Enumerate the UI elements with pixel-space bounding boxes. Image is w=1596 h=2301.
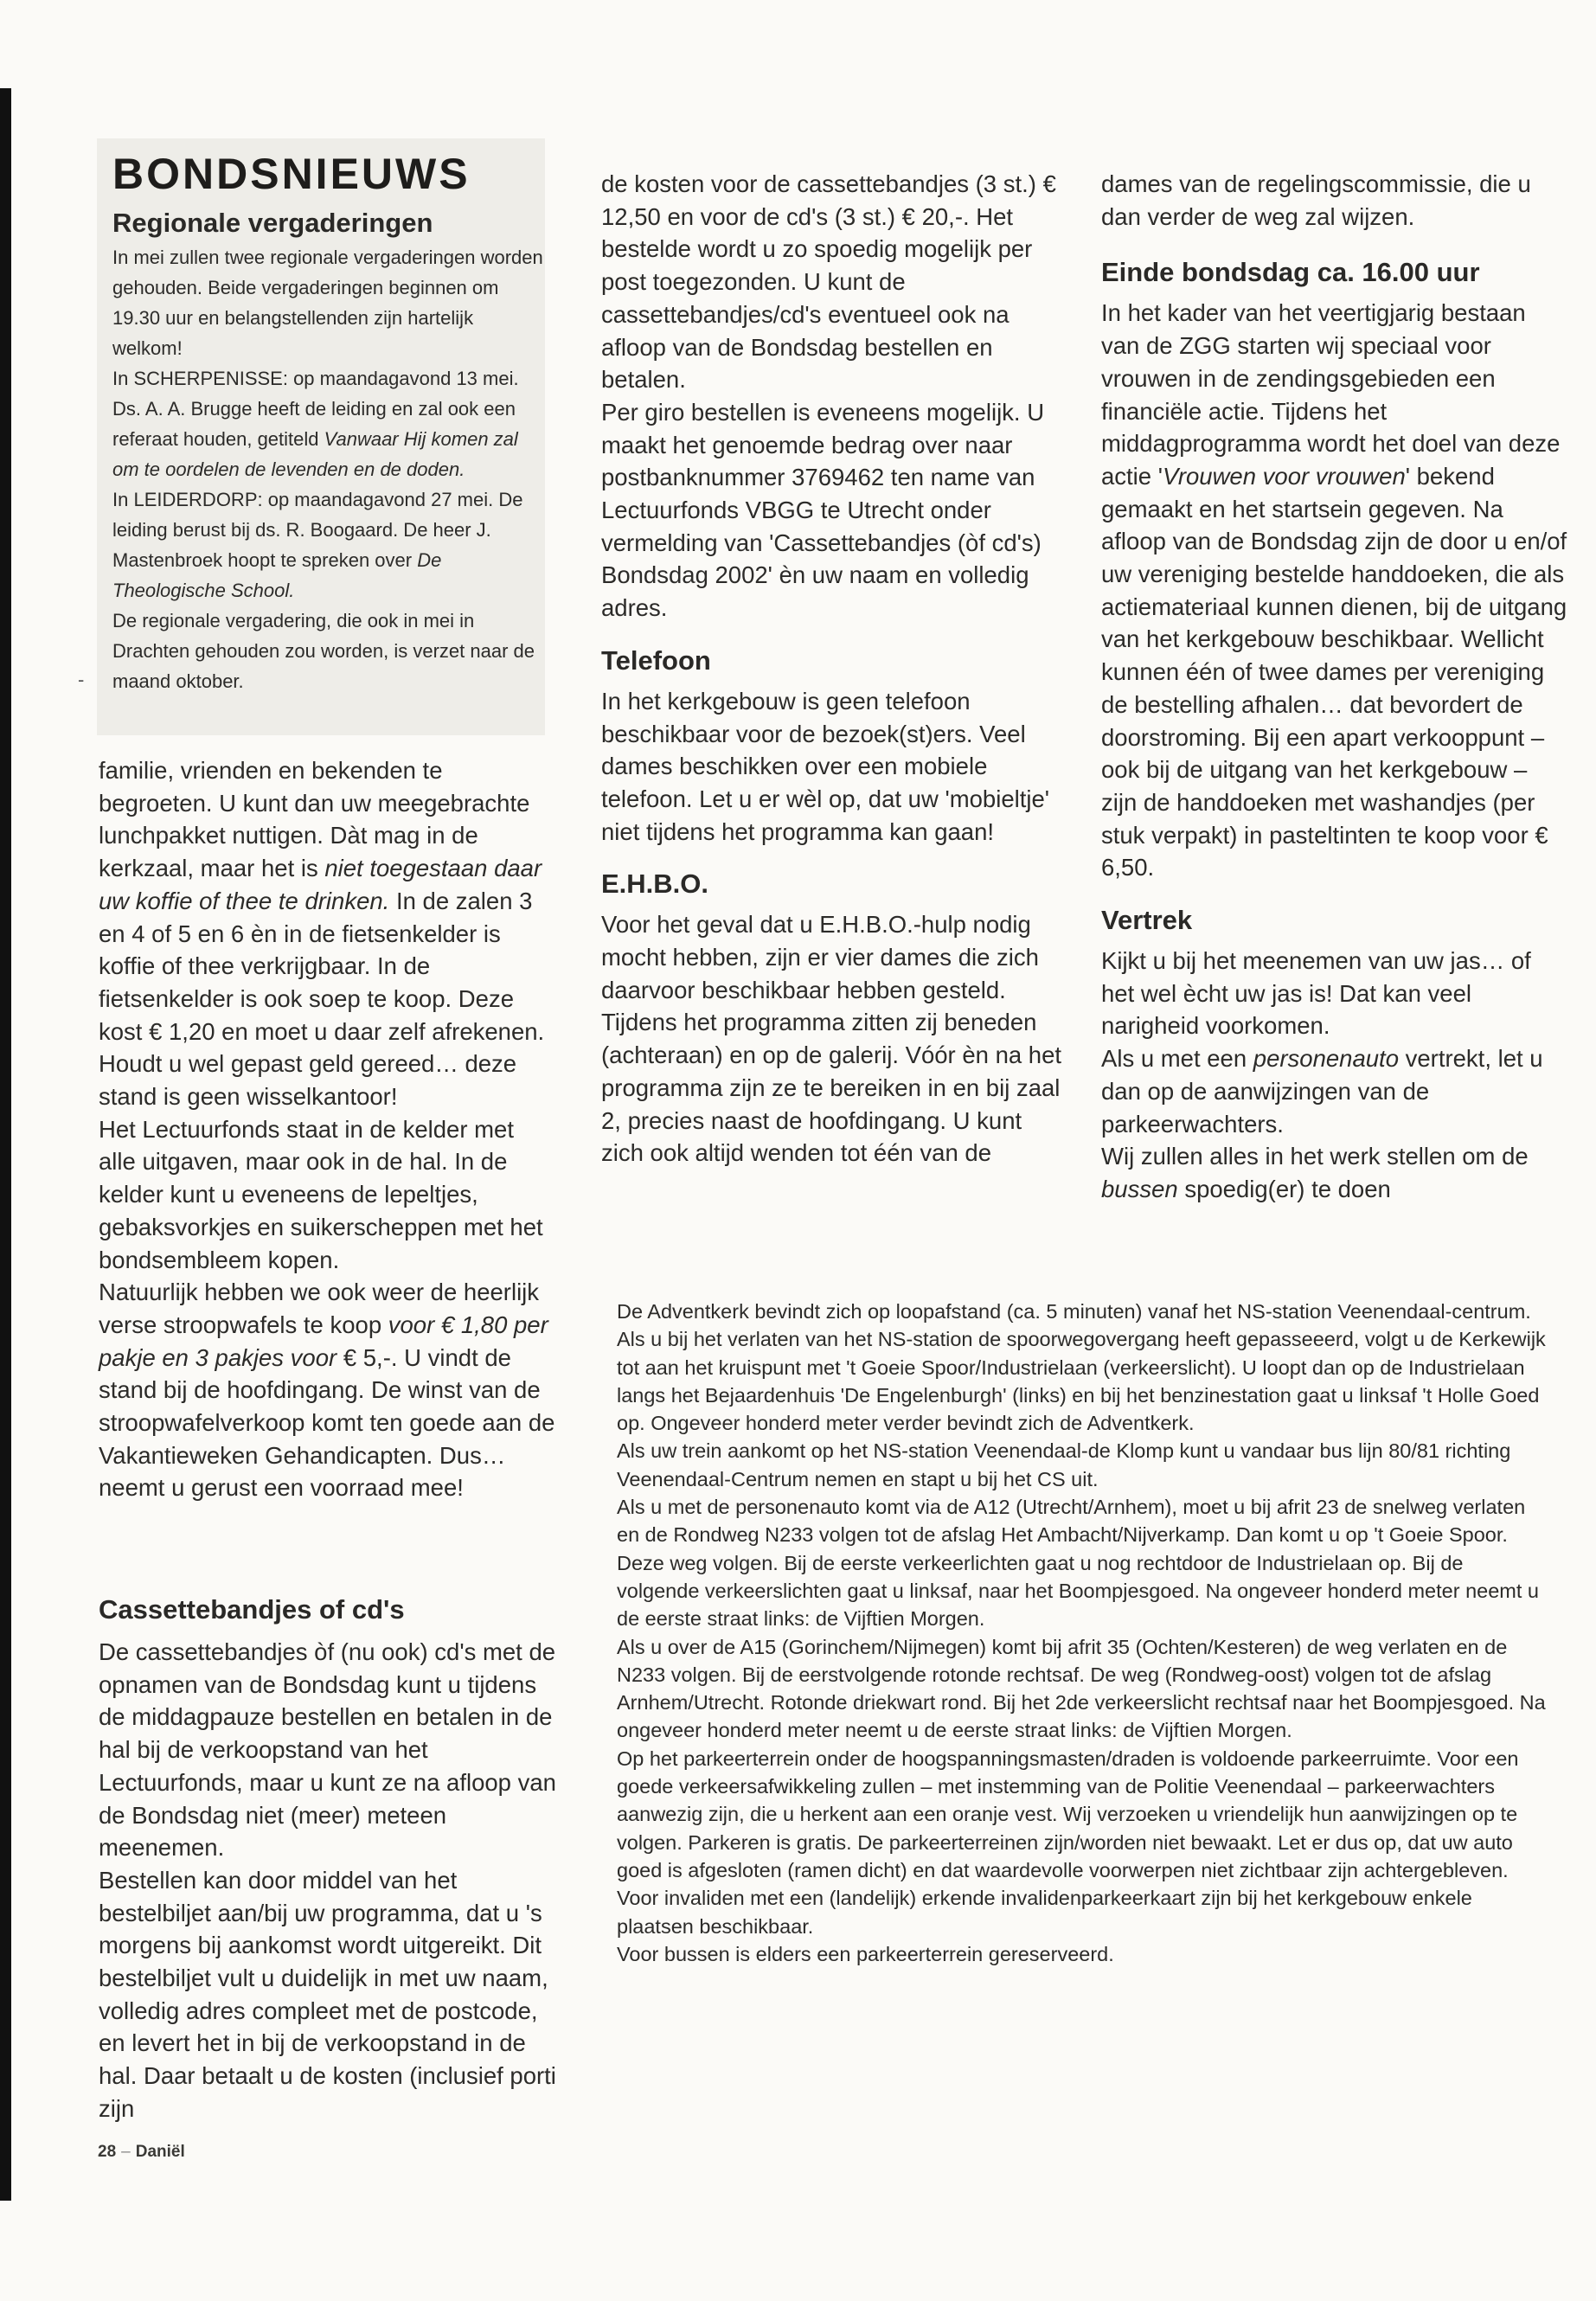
box-paragraph: In mei zullen twee regionale vergaderingen worden gehouden. Beide vergaderingen beginnen om 19.30 uur en belangstellenden zijn hartelijk welkom! xyxy=(112,247,543,359)
directions-paragraph: Als u met de personenauto komt via de A12 (Utrecht/Arnhem), moet u bij afrit 23 de snelweg verlaten en de Rondweg N233 volgen tot de afslag Het Ambacht/Nijverkamp. Dan komt u op 't Goeie Spoor. Deze weg volgen. Bij de eerste verkeerlichten gaat u nog rechtdoor de Industrielaan op. Bij de volgende verkeerslichten gaat u linksaf, naar het Boompjesgoed. Na ongeveer honderd meter neemt u de eerste straat links: de Vijftien Morgen. xyxy=(617,1496,1539,1631)
paragraph: Voor het geval dat u E.H.B.O.-hulp nodig mocht hebben, zijn er vier dames die zich daarvoor beschikbaar hebben gesteld. Tijdens het programma zitten zij beneden (achteraan) en op de galerij. Vóór èn na het programma zijn ze te bereiken in en bij zaal 2, precies naast de hoofdingang. U kunt zich ook altijd wenden tot één van de xyxy=(601,911,1062,1167)
margin-mark: - xyxy=(78,669,85,690)
directions-paragraph: De Adventkerk bevindt zich op loopafstand (ca. 5 minuten) vanaf het NS-station Veenendaal-centrum. Als u bij het verlaten van het NS-station de spoorwegovergang heeft gepasseeerd, volgt u de Kerkewijk tot aan het kruispunt met 't Goeie Spoor/Industrielaan (verkeerslicht). U loopt dan op de Industrielaan langs het Bejaardenhuis 'De Engelenburgh' (links) en bij het benzinestation gaat u linksaf 't Holle Goed op. Ongeveer honderd meter verder bevindt zich de Adventkerk. xyxy=(617,1300,1546,1435)
paragraph: dames van de regelingscommissie, die u dan verder de weg zal wijzen. xyxy=(1101,170,1531,230)
column-2 xyxy=(601,168,1068,1170)
regional-meetings-box xyxy=(112,147,545,696)
section-heading: Vertrek xyxy=(1101,905,1193,936)
directions-paragraph: Op het parkeerterrein onder de hoogspanningsmasten/draden is voldoende parkeerruimte. Voor een goede verkeersafwikkeling zullen – met instemming van de Politie Veenendaal – parkeerwachters aanwezig zijn, die u herkent aan een oranje vest. Wij verzoeken u vriendelijk hun aanwijzingen op te volgen. Parkeren is gratis. De parkeerterreinen zijn/worden niet bewaakt. Let er dus op, dat uw auto goed is afgesloten (ramen dicht) en dat waardevolle voorwerpen niet zichtbaar zijn achtergebleven. xyxy=(617,1747,1519,1881)
section-heading: Telefoon xyxy=(601,644,711,676)
paragraph: In het kerkgebouw is geen telefoon beschikbaar voor de bezoek(st)ers. Veel dames beschikken over een mobiele telefoon. Let u er wèl op, dat uw 'mobieltje' niet tijdens het programma kan gaan! xyxy=(601,687,1050,845)
paragraph: Per giro bestellen is eveneens mogelijk. U maakt het genoemde bedrag over naar postbanknummer 3769462 ten name van Lectuurfonds VBGG te Utrecht onder vermelding van 'Cassettebandjes (òf cd's) Bondsdag 2002' èn uw naam en volledig adres. xyxy=(601,398,1045,622)
box-paragraph: In LEIDERDORP: op maandagavond 27 mei. De leiding berust bij ds. R. Boogaard. De heer J. Mastenbroek hoopt te spreken over De Theologische School. xyxy=(112,489,523,601)
column-1-bottom xyxy=(99,1593,557,2125)
paragraph: Kijkt u bij het meenemen van uw jas… of het wel ècht uw jas is! Dat kan veel narigheid voorkomen. xyxy=(1101,947,1531,1040)
directions-paragraph: Als uw trein aankomt op het NS-station Veenendaal-de Klomp kunt u vandaar bus lijn 80/81 richting Veenendaal-Centrum nemen en stapt u bij het CS uit. xyxy=(617,1439,1511,1490)
directions-paragraph: Voor invaliden met een (landelijk) erkende invalidenparkeerkaart zijn bij het kerkgebouw enkele plaatsen beschikbaar. xyxy=(617,1887,1472,1938)
section-heading: Einde bondsdag ca. 16.00 uur xyxy=(1101,257,1480,288)
paragraph: familie, vrienden en bekenden te begroeten. U kunt dan uw meegebrachte lunchpakket nuttigen. Dàt mag in de kerkzaal, maar het is niet toegestaan daar uw koffie of thee te drinken. In de zalen 3 en 4 of 5 en 6 èn in de fietsenkelder is koffie of thee verkrijgbaar. In de fietsenkelder is ook soep te koop. Deze kost € 1,20 en moet u daar zelf afrekenen. Houdt u wel gepast geld gereed… deze stand is geen wisselkantoor! xyxy=(99,757,545,1111)
section-heading: E.H.B.O. xyxy=(601,868,709,900)
page-number: 28 xyxy=(98,2143,117,2161)
magazine-name: Daniël xyxy=(135,2143,185,2161)
paragraph: Het Lectuurfonds staat in de kelder met alle uitgaven, maar ook in de hal. In de kelder kunt u eveneens de lepeltjes, gebaksvorkjes en suikerscheppen met het bondsembleem kopen. xyxy=(99,1115,543,1273)
paragraph: de kosten voor de cassettebandjes (3 st.) € 12,50 en voor de cd's (3 st.) € 20,-. Het bestelde wordt u zo spoedig mogelijk per post toegezonden. U kunt de cassettebandjes/cd's eventueel ook na afloop van de Bondsdag bestellen en betalen. xyxy=(601,170,1056,394)
paragraph: In het kader van het veertigjarig bestaan van de ZGG starten wij speciaal voor vrouwen in de zendingsgebieden een financiële actie. Tijdens het middagprogramma wordt het doel van deze actie 'Vrouwen voor vrouwen' bekend gemaakt en het startsein gegeven. Na afloop van de Bondsdag zijn de door u en/of uw vereniging bestelde handdoeken, die als actiemateriaal kunnen dienen, bij de uitgang van het kerkgebouw beschikbaar. Wellicht kunnen één of twee dames per vereniging de bestelling afhalen… dat bevordert de doorstroming. Bij een apart verkooppunt – ook bij de uitgang van het kerkgebouw – zijn de handdoeken met washandjes (per stuk verpakt) in pasteltinten te koop voor € 6,50. xyxy=(1101,299,1567,881)
paragraph: De cassettebandjes òf (nu ook) cd's met de opnamen van de Bondsdag kunt u tijdens de middagpauze bestellen en betalen in de hal bij de verkoopstand van het Lectuurfonds, maar u kunt ze na afloop van de Bondsdag niet (meer) meteen meenemen. xyxy=(99,1638,556,1862)
box-paragraph: In SCHERPENISSE: op maandagavond 13 mei. Ds. A. A. Brugge heeft de leiding en zal ook een referaat houden, getiteld Vanwaar Hij komen zal om te oordelen de levenden en de doden. xyxy=(112,368,519,480)
box-paragraph: De regionale vergadering, die ook in mei in Drachten gehouden zou worden, is verzet naar de maand oktober. xyxy=(112,610,535,692)
paragraph: Bestellen kan door middel van het bestelbiljet aan/bij uw programma, dat u 's morgens bij aankomst wordt uitgereikt. Dit bestelbiljet vult u duidelijk in met uw naam, volledig adres compleet met de postcode, en levert het in bij de verkoopstand in de hal. Daar betaalt u de kosten (inclusief porti zijn xyxy=(99,1866,556,2122)
box-subtitle: Regionale vergaderingen xyxy=(112,208,433,238)
paragraph: Als u met een personenauto vertrekt, let u dan op de aanwijzingen van de parkeerwachters. xyxy=(1101,1045,1543,1138)
column-3 xyxy=(1101,168,1568,1206)
paragraph: Natuurlijk hebben we ook weer de heerlijk verse stroopwafels te koop voor € 1,80 per pakje en 3 pakjes voor € 5,-. U vindt de stand bij de hoofdingang. De winst van de stroopwafelverkoop komt ten goede aan de Vakantieweken Gehandicapten. Dus… neemt u gerust een voorraad mee! xyxy=(99,1279,555,1502)
page-edge-bar xyxy=(0,88,11,2201)
page-title: BONDSNIEUWS xyxy=(112,150,471,198)
directions-paragraph: Als u over de A15 (Gorinchem/Nijmegen) komt bij afrit 35 (Ochten/Kesteren) de weg verlaten en de N233 volgen. Bij de eerstvolgende rotonde rechtsaf. De weg (Rondweg-oost) volgen tot de afslag Arnhem/Utrecht. Rotonde driekwart rond. Bij het 2de verkeerslicht rechtsaf naar het Boompjesgoed. Na ongeveer honderd meter neemt u de eerste straat links: de Vijftien Morgen. xyxy=(617,1635,1546,1742)
page-footer: 28 – Daniël xyxy=(98,2143,185,2161)
paragraph: Wij zullen alles in het werk stellen om de bussen spoedig(er) te doen xyxy=(1101,1143,1529,1202)
section-heading: Cassettebandjes of cd's xyxy=(99,1594,405,1625)
column-1-top xyxy=(99,754,557,1504)
directions-block xyxy=(617,1298,1551,1968)
directions-paragraph: Voor bussen is elders een parkeerterrein gereserveerd. xyxy=(617,1942,1114,1965)
